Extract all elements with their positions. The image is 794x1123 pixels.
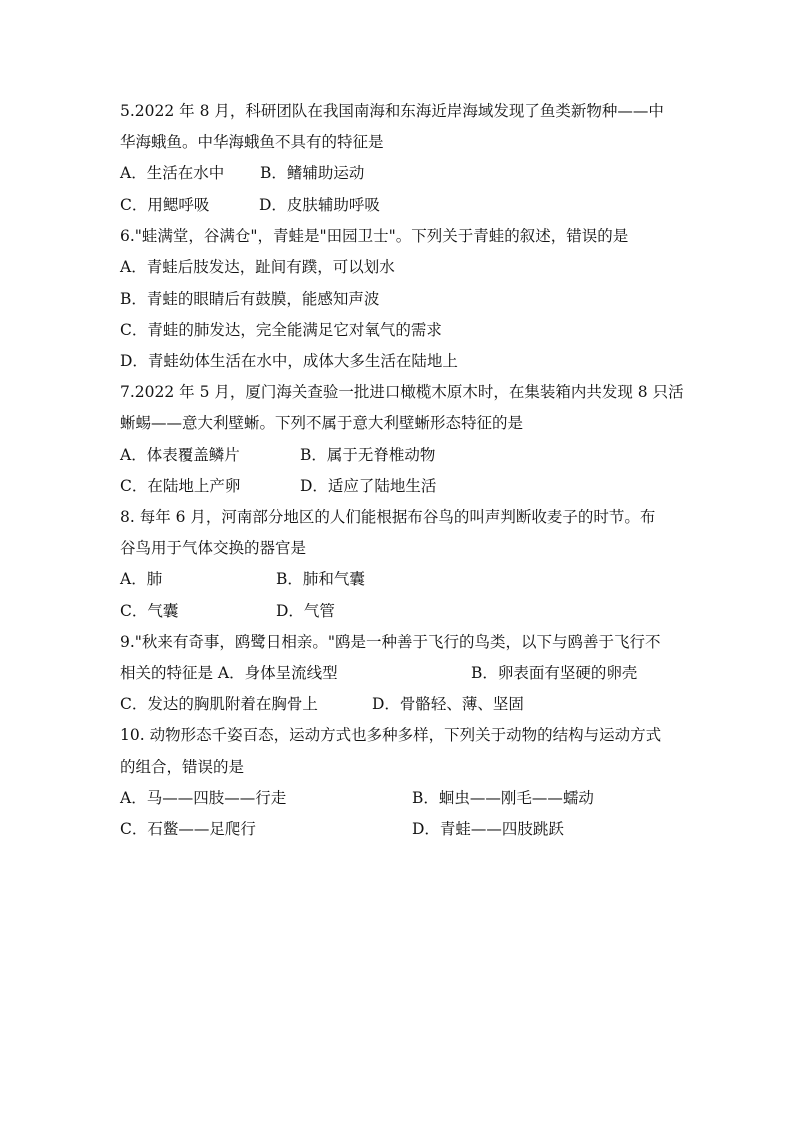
q10-option-b: B．蛔虫——刚毛——蠕动 — [412, 789, 594, 807]
q9-option-d: D．骨骼轻、薄、坚固 — [372, 695, 524, 713]
q8-stem-line1: 8. 每年 6 月，河南部分地区的人们能根据布谷鸟的叫声判断收麦子的时节。布 — [120, 508, 656, 526]
q5-option-b: B．鳍辅助运动 — [260, 164, 365, 182]
q6-option-c: C．青蛙的肺发达，完全能满足它对氧气的需求 — [120, 321, 442, 339]
q7-option-d: D．适应了陆地生活 — [300, 477, 437, 495]
q5-option-c: C．用鳃呼吸 — [120, 196, 210, 214]
q9-stem-line1: 9."秋来有奇事，鸥鹭日相亲。"鸥是一种善于飞行的鸟类，以下与鸥善于飞行不 — [120, 633, 661, 651]
q9-option-b: B．卵表面有坚硬的卵壳 — [471, 664, 638, 682]
q6-option-d: D．青蛙幼体生活在水中，成体大多生活在陆地上 — [120, 352, 458, 370]
q5-option-d: D．皮肤辅助呼吸 — [259, 196, 380, 214]
q10-stem-line1: 10. 动物形态千姿百态，运动方式也多种多样，下列关于动物的结构与运动方式 — [120, 726, 662, 744]
q6-option-a: A．青蛙后肢发达，趾间有蹼，可以划水 — [120, 258, 395, 276]
q8-option-b: B．肺和气囊 — [276, 570, 365, 588]
q8-option-d: D．气管 — [276, 602, 335, 620]
q7-option-c: C．在陆地上产卵 — [120, 477, 241, 495]
q6-option-b: B．青蛙的眼睛后有鼓膜，能感知声波 — [120, 290, 380, 308]
q7-option-a: A．体表覆盖鳞片 — [120, 446, 240, 464]
q7-stem-line1: 7.2022 年 5 月，厦门海关查验一批进口橄榄木原木时，在集装箱内共发现 8 只活 — [120, 383, 684, 401]
q6-stem-line1: 6."蛙满堂，谷满仓"，青蛙是"田园卫士"。下列关于青蛙的叙述，错误的是 — [120, 227, 629, 245]
q7-stem-line2: 蜥蜴——意大利壁蜥。下列不属于意大利壁蜥形态特征的是 — [120, 414, 524, 432]
q8-option-a: A．肺 — [120, 570, 163, 588]
q9-option-c: C．发达的胸肌附着在胸骨上 — [120, 695, 318, 713]
q9-stem-line2-with-option-a: 相关的特征是 A．身体呈流线型 — [120, 664, 338, 682]
q5-stem-line1: 5.2022 年 8 月，科研团队在我国南海和东海近岸海域发现了鱼类新物种——中 — [120, 102, 664, 120]
q5-option-a: A．生活在水中 — [120, 164, 225, 182]
q10-option-a: A．马——四肢——行走 — [120, 789, 287, 807]
q10-option-c: C．石鳖——足爬行 — [120, 820, 256, 838]
q10-option-d: D．青蛙——四肢跳跃 — [412, 820, 564, 838]
q8-stem-line2: 谷鸟用于气体交换的器官是 — [120, 539, 307, 557]
q8-option-c: C．气囊 — [120, 602, 179, 620]
q7-option-b: B．属于无脊椎动物 — [300, 446, 436, 464]
q10-stem-line2: 的组合，错误的是 — [120, 758, 245, 776]
q5-stem-line2: 华海蛾鱼。中华海蛾鱼不具有的特征是 — [120, 133, 384, 151]
